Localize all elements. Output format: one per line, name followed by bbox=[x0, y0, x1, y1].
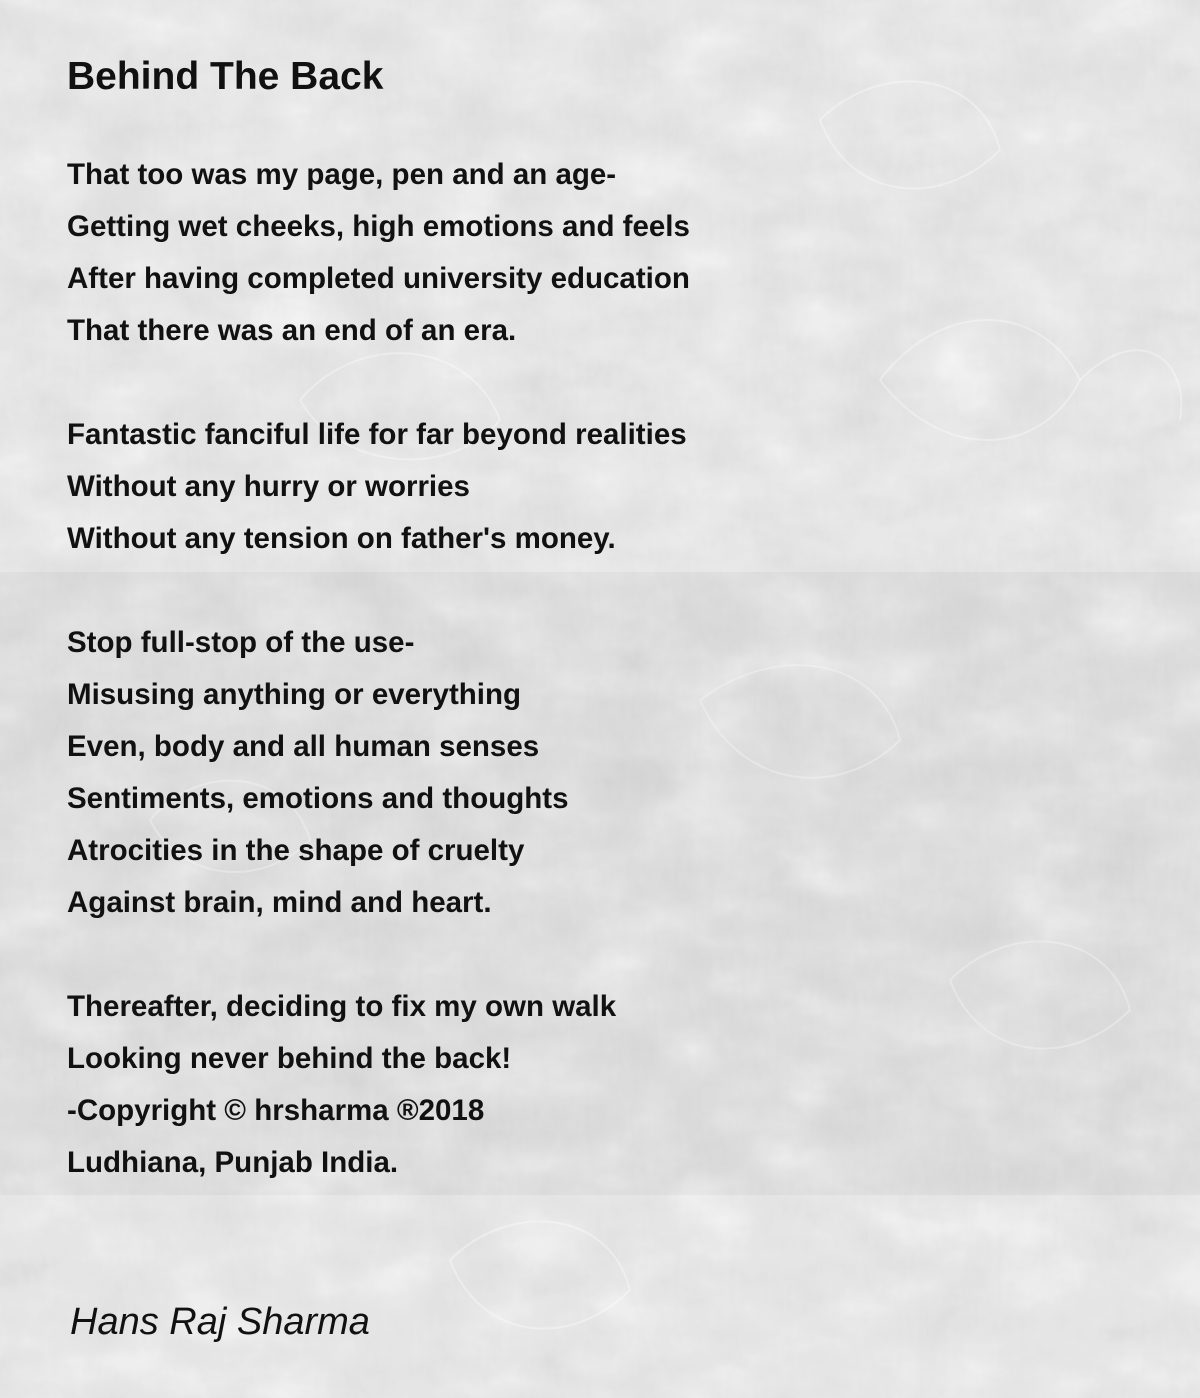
poem-line: That there was an end of an era. bbox=[67, 314, 517, 347]
poem-line: That too was my page, pen and an age- bbox=[67, 158, 617, 191]
stanza-3 bbox=[67, 617, 1127, 929]
copyright-line: -Copyright © hrsharma ®2018 bbox=[67, 1094, 485, 1127]
poem-line: Fantastic fanciful life for far beyond realities bbox=[67, 418, 687, 451]
poem-title: Behind The Back bbox=[67, 55, 384, 98]
poem-line: Misusing anything or everything bbox=[67, 678, 522, 711]
poem-line: Against brain, mind and heart. bbox=[67, 886, 492, 919]
poem-line: Thereafter, deciding to fix my own walk bbox=[67, 990, 617, 1023]
poem-line: Stop full-stop of the use- bbox=[67, 626, 415, 659]
poem-line: Without any tension on father's money. bbox=[67, 522, 616, 555]
poem-line: Atrocities in the shape of cruelty bbox=[67, 834, 525, 867]
poem-line: After having completed university education bbox=[67, 262, 690, 295]
poem-line: Even, body and all human senses bbox=[67, 730, 540, 763]
poem-line: Without any hurry or worries bbox=[67, 470, 470, 503]
poem-line: Sentiments, emotions and thoughts bbox=[67, 782, 569, 815]
author-name: Hans Raj Sharma bbox=[70, 1301, 370, 1343]
poem-line: Looking never behind the back! bbox=[67, 1042, 512, 1075]
poem-body bbox=[67, 149, 1127, 1241]
stanza-2 bbox=[67, 409, 1127, 565]
stanza-4 bbox=[67, 981, 1127, 1189]
poem-line: Getting wet cheeks, high emotions and feels bbox=[67, 210, 690, 243]
stanza-1 bbox=[67, 149, 1127, 357]
location-line: Ludhiana, Punjab India. bbox=[67, 1146, 399, 1179]
